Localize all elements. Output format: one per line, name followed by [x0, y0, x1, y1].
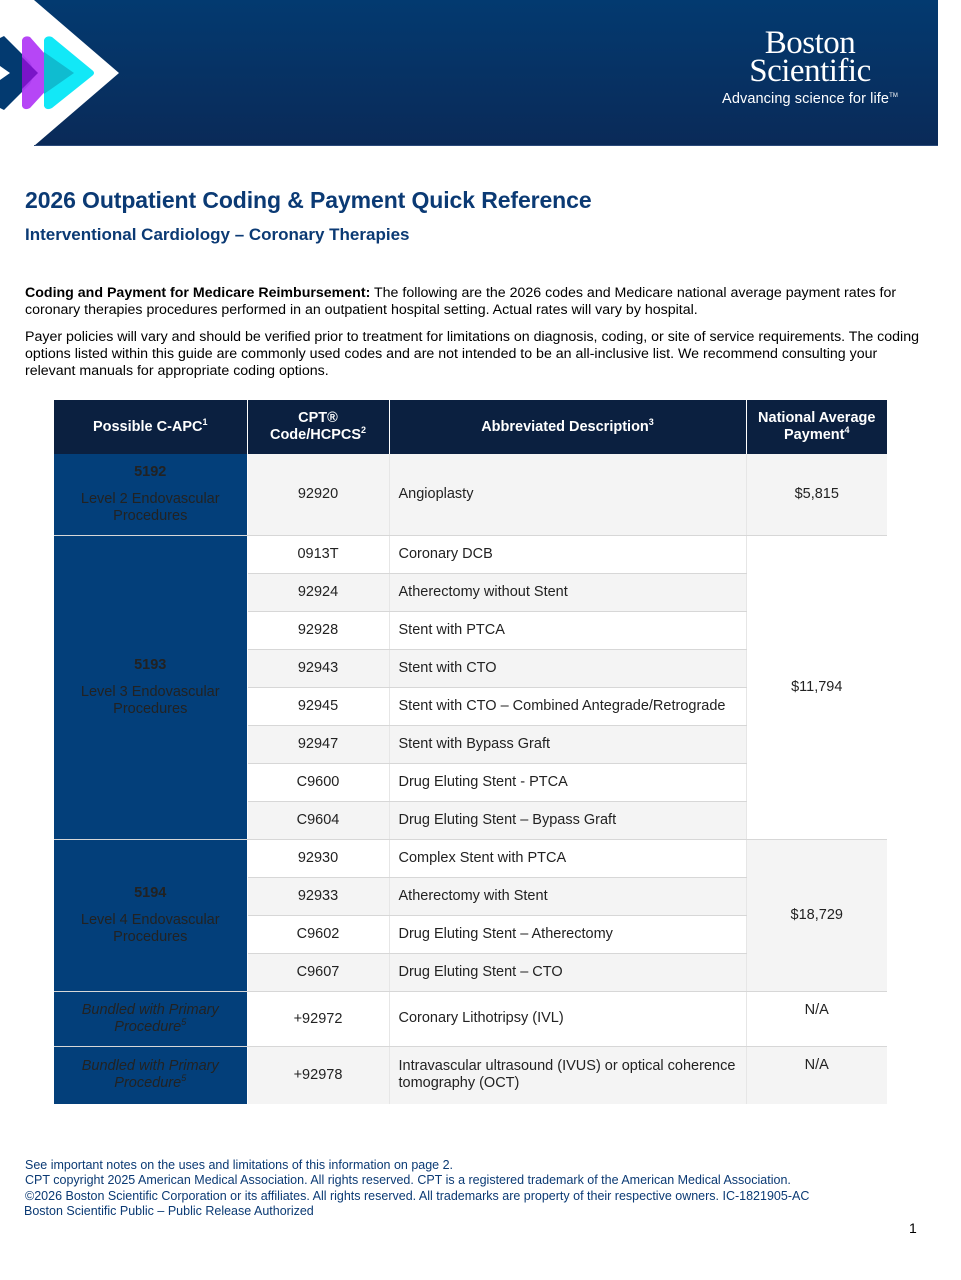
capc-number: 5192	[134, 463, 167, 480]
header-capc	[54, 400, 247, 454]
payment-cell: $5,815	[746, 454, 887, 535]
code-cell: C9607	[247, 953, 389, 991]
code-cell: 92947	[247, 725, 389, 763]
payment-cell: $11,794	[746, 535, 887, 839]
header-desc-label: Abbreviated Description	[481, 418, 649, 435]
payment-cell: $18,729	[746, 839, 887, 991]
description-cell: Coronary Lithotripsy (IVL)	[389, 991, 746, 1046]
description-cell: Stent with PTCA	[389, 611, 746, 649]
description-cell: Intravascular ultrasound (IVUS) or optical coherence tomography (OCT)	[389, 1046, 746, 1104]
description-cell: Drug Eluting Stent – Atherectomy	[389, 915, 746, 953]
capc-label: Level 3 Endovascular Procedures	[80, 683, 220, 717]
logo-word-scientific: Scientific	[749, 53, 871, 89]
footnote-marker: 4	[844, 425, 850, 436]
footer-line-notes: See important notes on the uses and limitations of this information on page 2.	[25, 1158, 454, 1172]
code-cell: 92943	[247, 649, 389, 687]
header-capc-label: Possible C-APC	[92, 418, 203, 435]
header-code-line1: CPT®	[298, 410, 338, 426]
intro-lead-bold: Coding and Payment for Medicare Reimbursement:	[25, 285, 371, 301]
code-cell: 92933	[247, 877, 389, 915]
capc-label: Bundled with Primary Procedure	[81, 1058, 219, 1092]
code-cell: +92978	[247, 1046, 389, 1104]
code-cell: 92924	[247, 573, 389, 611]
code-cell: C9604	[247, 801, 389, 839]
brand-chevron-icon	[0, 0, 120, 146]
header-code	[247, 400, 389, 454]
header-description	[389, 400, 746, 454]
capc-number: 5194	[134, 884, 167, 901]
trademark-mark: TM	[889, 93, 898, 100]
payer-policy-paragraph: Payer policies will vary and should be verified prior to treatment for limitations on diagnosis, coding, or site of service requirements. The coding options listed within this guide are commonly used codes and are not intended to be an all-inclusive list. We recommend consulting your relevant manuals for appropriate coding options.	[25, 329, 919, 379]
footnote-marker: 2	[361, 425, 367, 436]
footnote-marker: 1	[202, 416, 208, 427]
description-cell: Stent with Bypass Graft	[389, 725, 746, 763]
capc-cell-5192	[54, 454, 247, 535]
footnote-marker: 5	[181, 1073, 187, 1084]
table-row	[54, 991, 887, 1046]
description-cell: Atherectomy without Stent	[389, 573, 746, 611]
coding-payment-table	[54, 400, 887, 1104]
table-row	[54, 454, 887, 535]
capc-cell-bundled	[54, 991, 247, 1046]
code-cell: 92945	[247, 687, 389, 725]
code-cell: 92920	[247, 454, 389, 535]
boston-scientific-logo	[705, 25, 915, 107]
code-cell: 0913T	[247, 535, 389, 573]
description-cell: Coronary DCB	[389, 535, 746, 573]
code-cell: +92972	[247, 991, 389, 1046]
footnote-marker: 3	[648, 416, 654, 427]
description-cell: Drug Eluting Stent – Bypass Graft	[389, 801, 746, 839]
logo-word-boston: Boston	[764, 25, 856, 61]
footnote-marker: 5	[181, 1016, 187, 1027]
description-cell: Atherectomy with Stent	[389, 877, 746, 915]
page-subtitle: Interventional Cardiology – Coronary Therapies	[25, 225, 410, 244]
capc-label: Bundled with Primary Procedure	[81, 1001, 219, 1035]
intro-paragraph	[25, 285, 930, 319]
header-pay-line2: Payment	[784, 427, 845, 443]
header-payment	[746, 400, 887, 454]
footer-line-release: Boston Scientific Public – Public Release Authorized	[24, 1203, 314, 1218]
table-row	[54, 1046, 887, 1104]
description-cell: Stent with CTO	[389, 649, 746, 687]
capc-cell-5193	[54, 535, 247, 839]
logo-tagline	[705, 91, 915, 107]
page-title: 2026 Outpatient Coding & Payment Quick Reference	[25, 187, 592, 213]
description-cell: Drug Eluting Stent – CTO	[389, 953, 746, 991]
header-banner	[0, 0, 938, 146]
header-pay-line1: National Average	[758, 410, 876, 426]
code-cell: 92928	[247, 611, 389, 649]
header-code-line2: Code/HCPCS	[269, 427, 362, 443]
table-header-row	[54, 400, 887, 454]
footer-line-bsc-copyright: ©2026 Boston Scientific Corporation or its affiliates. All rights reserved. All trademarks are property of their respective owners. IC-1821905-AC	[25, 1188, 810, 1203]
code-cell: C9600	[247, 763, 389, 801]
code-cell: 92930	[247, 839, 389, 877]
table-row	[54, 839, 887, 877]
payment-cell: N/A	[746, 1046, 887, 1104]
capc-number: 5193	[134, 656, 167, 673]
intro-lead-text: The following are the 2026 codes and Medicare national average payment rates for coronary therapies procedures performed in an outpatient hospital setting. Actual rates will vary by hospital.	[25, 285, 897, 318]
description-cell: Complex Stent with PTCA	[389, 839, 746, 877]
capc-label: Level 4 Endovascular Procedures	[80, 911, 220, 945]
page-number: 1	[909, 1220, 917, 1236]
payment-cell: N/A	[746, 991, 887, 1046]
description-cell: Stent with CTO – Combined Antegrade/Retrograde	[389, 687, 746, 725]
banner-divider	[34, 145, 938, 146]
capc-cell-bundled	[54, 1046, 247, 1104]
capc-label: Level 2 Endovascular Procedures	[80, 490, 220, 524]
description-cell: Drug Eluting Stent - PTCA	[389, 763, 746, 801]
code-cell: C9602	[247, 915, 389, 953]
description-cell: Angioplasty	[389, 454, 746, 535]
footer-notes	[25, 1158, 809, 1219]
capc-cell-5194	[54, 839, 247, 991]
footer-line-cpt-copyright: CPT copyright 2025 American Medical Association. All rights reserved. CPT is a registered trademark of the American Medical Association.	[25, 1173, 791, 1188]
table-row	[54, 535, 887, 573]
tagline-text: Advancing science for life	[722, 91, 890, 107]
